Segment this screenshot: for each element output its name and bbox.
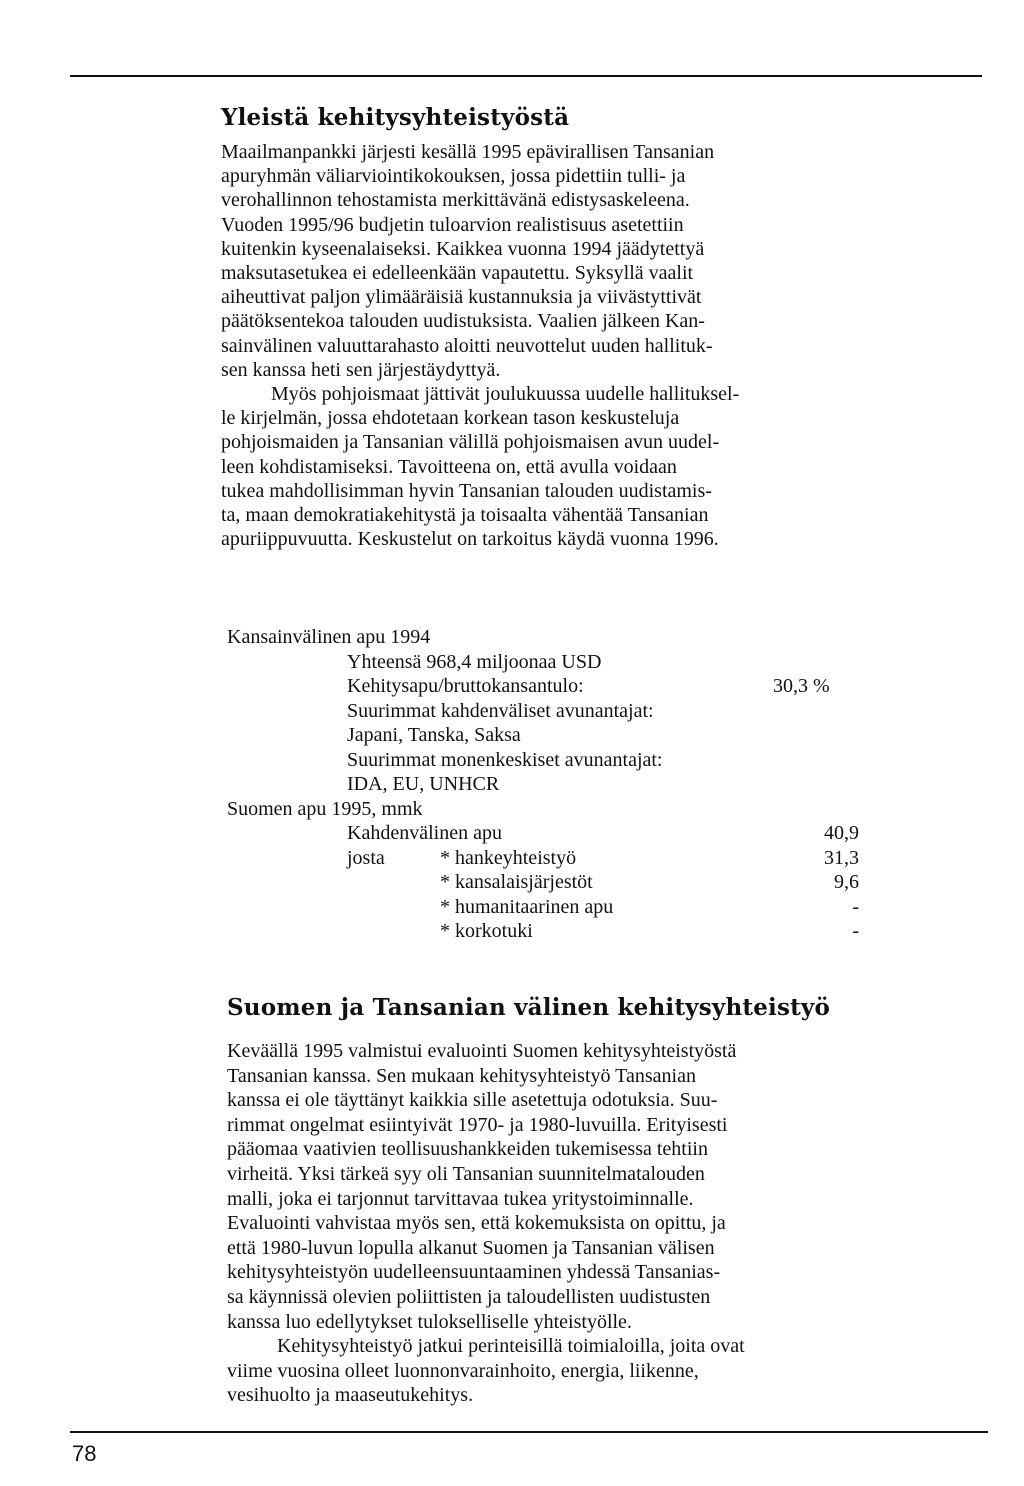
bilateral-aid-value: 40,9 [824,822,859,844]
bottom-rule [70,1431,988,1433]
of-which-label: josta [347,846,385,869]
text-line: viime vuosina olleet luonnonvarainhoito, energia, liikenne, [227,1359,699,1382]
aid-item-value: 9,6 [834,871,859,893]
intl-aid-heading: Kansainvälinen apu 1994 [227,626,431,648]
multilateral-donors-list: IDA, EU, UNHCR [347,773,500,795]
text-line: Kehitysyhteistyö jatkui perinteisillä toimialoilla, joita ovat [277,1335,745,1358]
text-line: Tansanian kanssa. Sen mukaan kehitysyhteistyö Tansanian [227,1064,696,1087]
text-line: verohallinnon tehostamista merkittävänä edistysaskeleena. [221,189,690,212]
aid-item-label: * humanitaarinen apu [440,895,614,918]
text-line: kuitenkin kyseenalaiseksi. Kaikkea vuonna 1994 jäädytettyä [221,237,705,260]
text-line: Vuoden 1995/96 budjetin tuloarvion realistisuus asetettiin [221,213,684,236]
text-line: ta, maan demokratiakehitystä ja toisaalta vähentää Tansanian [221,504,709,527]
text-line: apuryhmän väliarviointikokouksen, jossa pidettiin tulli- ja [221,165,686,188]
text-line: maksutasetukea ei edelleenkään vapautettu. Syksyllä vaalit [221,262,694,285]
text-line: sen kanssa heti sen järjestäydyttyä. [221,358,501,381]
text-line: Maailmanpankki järjesti kesällä 1995 epävirallisen Tansanian [221,141,715,163]
text-line: malli, joka ei tarjonnut tarvittavaa tukea yritystoiminnalle. [227,1187,694,1210]
aid-item-value: 31,3 [824,846,859,869]
text-line: Evaluointi vahvistaa myös sen, että kokemuksista on opittu, ja [227,1212,726,1235]
section-heading-finland-tanzania: Suomen ja Tansanian välinen kehitysyhteistyö [227,994,831,1021]
aid-item-label: * korkotuki [440,920,533,942]
aid-item-label: * kansalaisjärjestöt [440,871,593,893]
text-line: pohjoismaiden ja Tansanian välillä pohjoismaisen avun uudel- [221,431,720,454]
text-line: Keväällä 1995 valmistui evaluointi Suomen kehitysyhteistyöstä [227,1040,737,1062]
finnish-aid-heading: Suomen apu 1995, mmk [227,797,423,820]
text-line: pääomaa vaativien teollisuushankkeiden tukemisessa tehtiin [227,1138,708,1161]
text-line: päätöksentekoa talouden uudistuksista. Vaalien jälkeen Kan- [221,310,705,333]
text-line: kanssa ei ole täyttänyt kaikkia sille asetettuja odotuksia. Suu- [227,1089,718,1112]
aid-item-label: * hankeyhteistyö [440,846,577,869]
text-line: kanssa luo edellytykset tulokselliselle yhteistyölle. [227,1310,632,1333]
aid-item-value: - [852,920,859,942]
bilateral-donors-list: Japani, Tanska, Saksa [347,724,521,746]
text-line: tukea mahdollisimman hyvin Tansanian talouden uudistamis- [221,479,712,502]
section-finland-tanzania-body [227,1039,939,1408]
bilateral-donors-label: Suurimmat kahdenväliset avunantajat: [347,699,654,722]
text-line: sainvälinen valuuttarahasto aloitti neuvottelut uuden hallituk- [221,334,713,357]
text-line: kehitysyhteistyön uudelleensuuntaaminen yhdessä Tansanias- [227,1261,721,1284]
section-general-body [221,140,933,551]
text-line: että 1980-luvun lopulla alkanut Suomen ja Tansanian välisen [227,1236,715,1259]
aid-item-value: - [852,895,859,918]
aid-ratio-value: 30,3 % [773,675,830,697]
text-line: leen kohdistamiseksi. Tavoitteena on, että avulla voidaan [221,455,677,478]
text-line: le kirjelmän, jossa ehdotetaan korkean tason keskusteluja [221,407,680,430]
multilateral-donors-label: Suurimmat monenkeskiset avunantajat: [347,748,663,771]
section-heading-general: Yleistä kehitysyhteistyöstä [221,104,570,131]
aid-ratio-label: Kehitysapu/bruttokansantulo: [347,675,584,697]
text-line: apuriippuvuutta. Keskustelut on tarkoitus käydä vuonna 1996. [221,528,719,551]
text-line: sa käynnissä olevien poliittisten ja taloudellisten uudistusten [227,1285,711,1308]
bilateral-aid-label: Kahdenvälinen apu [347,822,502,844]
text-line: virheitä. Yksi tärkeä syy oli Tansanian suunnitelmatalouden [227,1162,705,1185]
intl-aid-total: Yhteensä 968,4 miljoonaa USD [347,650,602,673]
text-line: rimmat ongelmat esiintyivät 1970- ja 1980-luvuilla. Erityisesti [227,1113,728,1136]
text-line: aiheuttivat paljon ylimääräisiä kustannuksia ja viivästyttivät [221,286,702,309]
text-line: Myös pohjoismaat jättivät joulukuussa uudelle hallituksel- [271,383,740,406]
text-line: vesihuolto ja maaseutukehitys. [227,1384,474,1407]
top-rule [70,75,982,77]
page-number: 78 [72,1441,97,1466]
